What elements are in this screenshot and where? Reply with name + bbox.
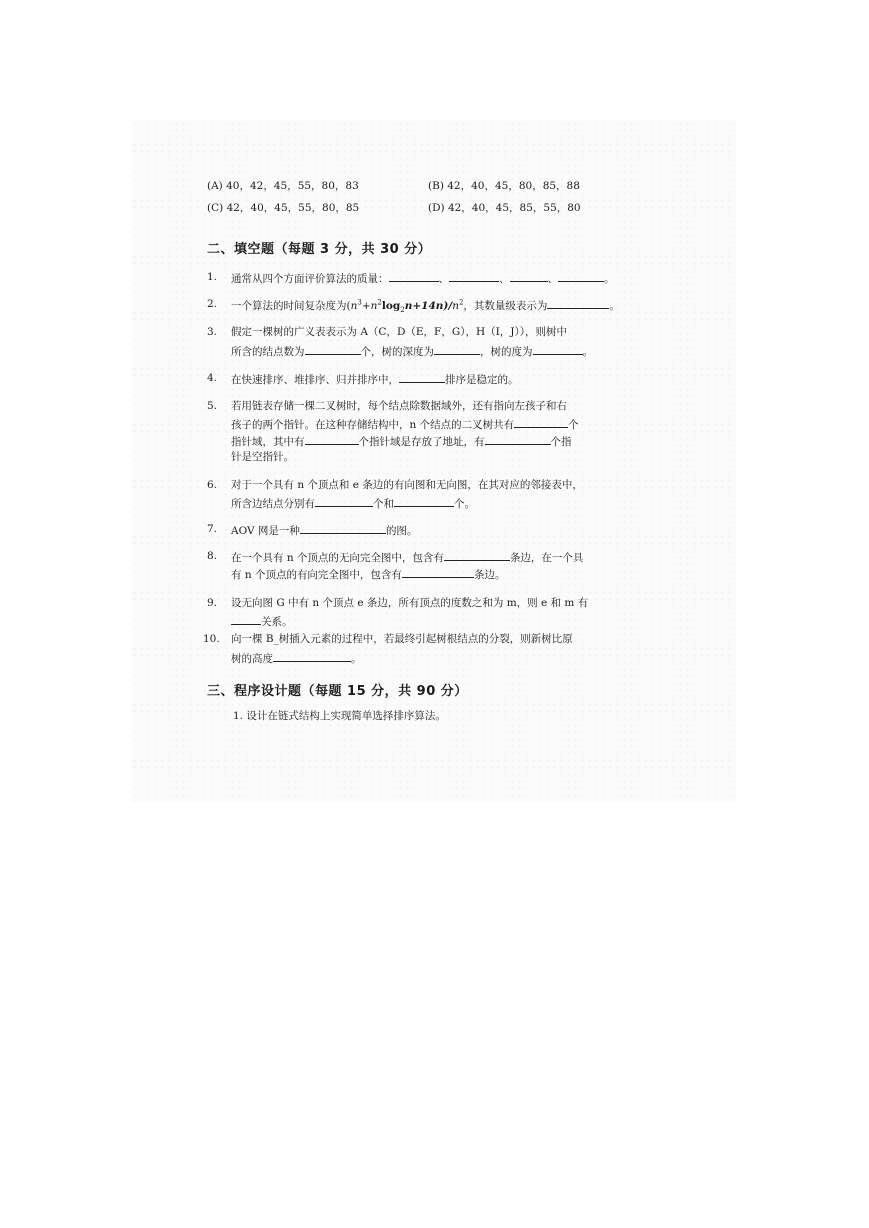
exponent: 2: [377, 298, 382, 307]
question-number: 2.: [207, 298, 218, 310]
section-title-programming: 三、程序设计题（每题 15 分，共 90 分）: [207, 684, 468, 699]
question-text: 个指针域是存放了地址，有: [358, 436, 485, 448]
answer-blank: [547, 298, 609, 309]
question-10-line-1: 向一棵 B_树插入元素的过程中，若最终引起树根结点的分裂，则新树比原: [231, 633, 573, 645]
period: 。: [604, 273, 615, 285]
question-3-line-2: [231, 344, 593, 359]
question-number: 4.: [207, 372, 218, 384]
question-text: 条边。: [473, 569, 506, 581]
question-number: 1.: [207, 271, 218, 283]
answer-blank: [444, 550, 510, 561]
question-9-line-2: [231, 614, 293, 629]
question-text: 个。: [454, 498, 475, 510]
math-rest: n+14n)/: [404, 300, 453, 312]
question-4: [231, 372, 519, 387]
question-8-line-2: [231, 567, 505, 582]
question-text: 指针域，其中有: [231, 436, 305, 448]
question-text: 有 n 个顶点的有向完全图中，包含有: [231, 569, 402, 581]
math-n: n: [452, 300, 459, 312]
answer-blank: [305, 434, 359, 445]
separator: 、: [499, 273, 510, 285]
period: 。: [609, 300, 620, 312]
period: 。: [582, 346, 593, 358]
answer-blank: [300, 523, 386, 534]
question-5-line-2: [231, 417, 579, 432]
question-5-line-3: [231, 434, 572, 449]
question-text: ，树的度为: [480, 346, 533, 358]
math-log: log: [381, 300, 401, 312]
question-text: 一个算法的时间复杂度为(: [231, 300, 351, 312]
separator: 、: [547, 273, 558, 285]
question-8-line-1: [231, 550, 583, 565]
question-text: AOV 网是一种: [231, 525, 300, 537]
math-plus: +: [361, 300, 371, 312]
question-2: [231, 298, 620, 313]
question-number: 8.: [207, 550, 218, 562]
period: 。: [351, 653, 362, 665]
question-text: 个，树的深度为: [360, 346, 434, 358]
question-number: 3.: [207, 326, 218, 338]
answer-blank: [273, 651, 351, 662]
question-text: ，其数量级表示为: [463, 300, 548, 312]
answer-blank: [449, 271, 499, 282]
scanned-page: [131, 120, 736, 802]
question-text: 所含的结点数为: [231, 346, 305, 358]
answer-blank: [389, 271, 439, 282]
question-text: 所含边结点分别有: [231, 498, 315, 510]
answer-blank: [231, 614, 261, 625]
answer-blank: [315, 496, 373, 507]
option-b: (B) 42，40，45，80，85，88: [428, 180, 580, 192]
question-number: 10.: [203, 633, 220, 645]
question-text: 个和: [373, 498, 394, 510]
exponent: 3: [357, 298, 362, 307]
question-text: 关系。: [261, 616, 293, 628]
question-3-line-1: 假定一棵树的广义表表示为 A（C，D（E，F，G），H（I，J）），则树中: [231, 326, 567, 338]
question-5-line-4: 针是空指针。: [231, 451, 294, 463]
answer-blank: [434, 344, 480, 355]
section-title-fill-in: 二、填空题（每题 3 分，共 30 分）: [207, 242, 432, 257]
programming-question-1: 1. 设计在链式结构上实现简单选择排序算法。: [233, 710, 446, 722]
question-text: 树的高度: [231, 653, 273, 665]
question-number: 7.: [207, 523, 218, 535]
question-text: 条边，在一个具: [509, 552, 584, 564]
answer-blank: [305, 344, 361, 355]
question-text: 的图。: [385, 525, 418, 537]
question-text: 在一个具有 n 个顶点的无向完全图中，包含有: [231, 552, 444, 564]
math-n: n: [370, 300, 378, 312]
question-text: 通常从四个方面评价算法的质量：: [231, 273, 389, 285]
question-text: 个指: [550, 436, 572, 448]
answer-blank: [399, 372, 445, 383]
answer-blank: [394, 496, 454, 507]
option-c: (C) 42，40，45，55，80，85: [207, 202, 360, 214]
question-text: 个: [568, 419, 579, 431]
question-5-line-1: 若用链表存储一棵二叉树时，每个结点除数据域外，还有指向左孩子和右: [231, 400, 567, 412]
question-number: 5.: [207, 400, 218, 412]
answer-blank: [510, 271, 548, 282]
option-d: (D) 42，40，45，85，55，80: [428, 202, 581, 214]
math-n: n: [350, 300, 358, 312]
question-6-line-2: [231, 496, 475, 511]
question-7: [231, 523, 417, 538]
question-number: 6.: [207, 479, 218, 491]
question-text: 孩子的两个指针。在这种存储结构中，n 个结点的二叉树共有: [231, 419, 515, 431]
log-base: 2: [400, 306, 405, 315]
answer-blank: [558, 271, 604, 282]
question-1: [231, 271, 615, 286]
option-a: (A) 40，42，45，55，80，83: [207, 180, 359, 192]
question-number: 9.: [207, 597, 218, 609]
question-9-line-1: 设无向图 G 中有 n 个顶点 e 条边，所有顶点的度数之和为 m，则 e 和 m 有: [231, 597, 589, 609]
question-10-line-2: [231, 651, 362, 666]
question-6-line-1: 对于一个具有 n 个顶点和 e 条边的有向图和无向图，在其对应的邻接表中，: [231, 479, 583, 491]
exponent: 2: [458, 298, 464, 307]
answer-blank: [514, 417, 568, 428]
question-text: 在快速排序、堆排序、归并排序中，: [231, 374, 399, 386]
separator: 、: [438, 273, 449, 285]
question-text: 排序是稳定的。: [445, 374, 519, 386]
answer-blank: [533, 344, 583, 355]
answer-blank: [485, 434, 551, 445]
answer-blank: [402, 567, 474, 578]
